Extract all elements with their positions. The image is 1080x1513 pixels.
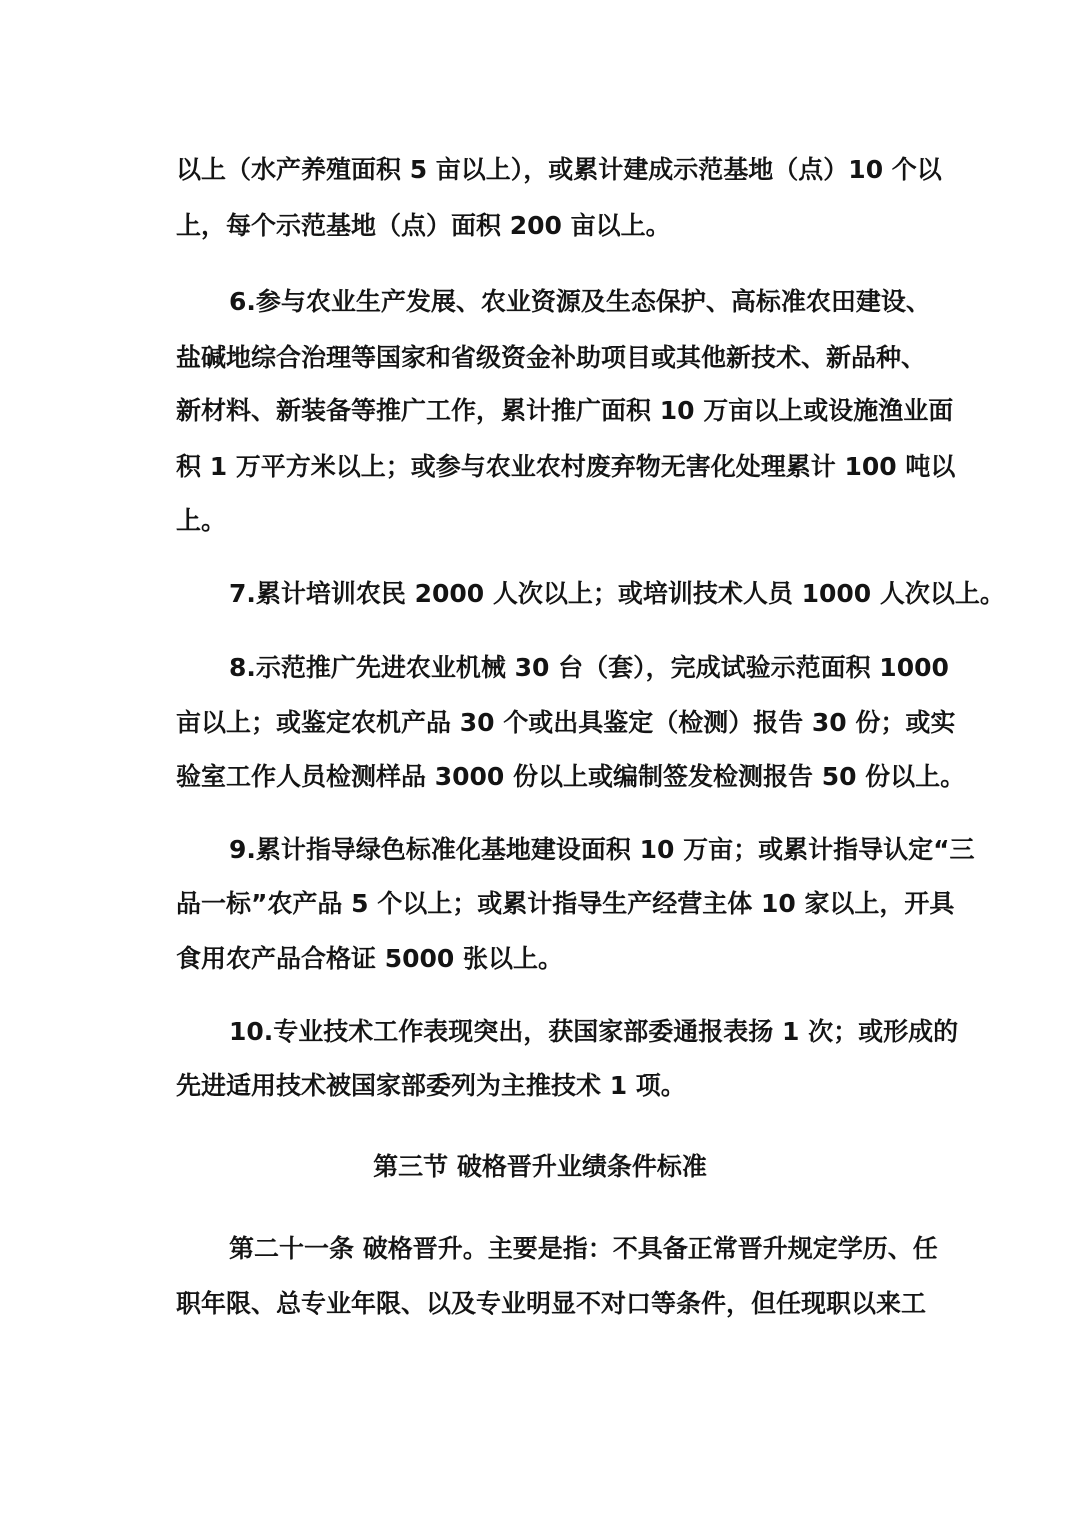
text-line: 上。 [176, 506, 227, 535]
text-line: 盐碱地综合治理等国家和省级资金补助项目或其他新技术、新品种、 [176, 343, 927, 372]
text-line: 亩以上；或鉴定农机产品 30 个或出具鉴定（检测）报告 30 份；或实 [176, 708, 956, 737]
text-line: 8.示范推广先进农业机械 30 台（套），完成试验示范面积 1000 [229, 653, 949, 682]
text-line: 上，每个示范基地（点）面积 200 亩以上。 [176, 211, 671, 240]
text-line: 职年限、总专业年限、以及专业明显不对口等条件，但任现职以来工 [176, 1289, 927, 1318]
section-heading: 第三节 破格晋升业绩条件标准 [373, 1152, 707, 1181]
text-line: 以上（水产养殖面积 5 亩以上），或累计建成示范基地（点）10 个以 [176, 155, 942, 184]
text-line: 10.专业技术工作表现突出，获国家部委通报表扬 1 次；或形成的 [229, 1017, 959, 1046]
text-line: 验室工作人员检测样品 3000 份以上或编制签发检测报告 50 份以上。 [176, 762, 966, 791]
text-line: 食用农产品合格证 5000 张以上。 [176, 944, 563, 973]
text-line: 6.参与农业生产发展、农业资源及生态保护、高标准农田建设、 [229, 287, 931, 316]
text-line: 品一标”农产品 5 个以上；或累计指导生产经营主体 10 家以上，开具 [176, 889, 955, 918]
text-line: 第二十一条 破格晋升。主要是指：不具备正常晋升规定学历、任 [229, 1234, 938, 1263]
text-line: 新材料、新装备等推广工作，累计推广面积 10 万亩以上或设施渔业面 [176, 396, 954, 425]
text-line: 积 1 万平方米以上；或参与农业农村废弃物无害化处理累计 100 吨以 [176, 452, 956, 481]
text-line: 9.累计指导绿色标准化基地建设面积 10 万亩；或累计指导认定“三 [229, 835, 975, 864]
text-line: 先进适用技术被国家部委列为主推技术 1 项。 [176, 1071, 686, 1100]
text-line: 7.累计培训农民 2000 人次以上；或培训技术人员 1000 人次以上。 [229, 579, 1005, 608]
